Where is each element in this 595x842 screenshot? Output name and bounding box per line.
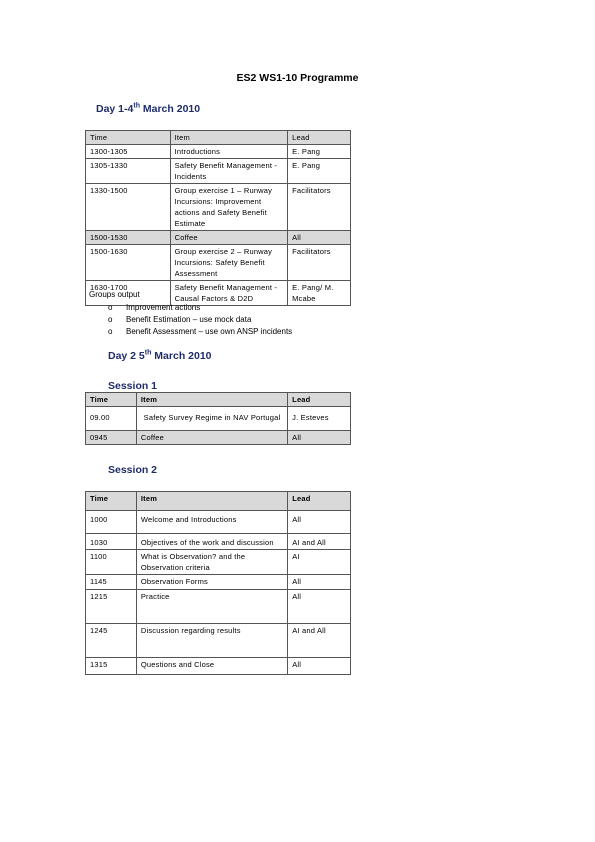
header-item: Item — [136, 492, 287, 511]
cell-time: 1030 — [86, 534, 137, 550]
cell-time: 1100 — [86, 550, 137, 575]
day2-heading-text: Day 2 5 — [108, 350, 145, 362]
table-header-row — [86, 131, 351, 145]
cell-time: 1315 — [86, 658, 137, 675]
cell-lead: All — [288, 590, 351, 624]
table-row — [86, 511, 351, 534]
table-row — [86, 145, 351, 159]
cell-time: 0945 — [86, 431, 137, 445]
header-item: Item — [170, 131, 288, 145]
cell-item: Group exercise 2 – Runway Incursions: Safety Benefit Assessment — [170, 245, 288, 281]
bullet-text: Improvement actions — [126, 303, 201, 312]
list-item — [108, 314, 292, 326]
header-time: Time — [86, 131, 171, 145]
table-row — [86, 575, 351, 590]
cell-time: 1000 — [86, 511, 137, 534]
table-row-coffee — [86, 231, 351, 245]
bullet-marker: o — [108, 327, 113, 336]
header-time: Time — [86, 492, 137, 511]
table-header-row — [86, 393, 351, 407]
groups-output-list — [108, 302, 292, 338]
cell-item: What is Observation? and the Observation criteria — [136, 550, 287, 575]
cell-item: Group exercise 1 – Runway Incursions: Improvement actions and Safety Benefit Estimate — [170, 184, 288, 231]
cell-time: 1145 — [86, 575, 137, 590]
bullet-marker: o — [108, 315, 113, 324]
cell-time: 1305-1330 — [86, 159, 171, 184]
cell-item: Objectives of the work and discussion — [136, 534, 287, 550]
list-item — [108, 326, 292, 338]
cell-lead: AI — [288, 550, 351, 575]
document-title: ES2 WS1-10 Programme — [236, 72, 359, 84]
cell-item: Questions and Close — [136, 658, 287, 675]
cell-time: 1500-1630 — [86, 245, 171, 281]
header-time: Time — [86, 393, 137, 407]
cell-lead: AI and All — [288, 624, 351, 658]
table-row — [86, 658, 351, 675]
table-row — [86, 550, 351, 575]
session2-table — [85, 491, 351, 675]
header-lead: Lead — [288, 131, 351, 145]
day2-heading — [108, 350, 212, 362]
day2-heading-sup: th — [144, 349, 152, 357]
header-lead: Lead — [288, 393, 351, 407]
day2-heading-date: March 2010 — [151, 350, 212, 362]
cell-item: Coffee — [170, 231, 288, 245]
cell-time: 1300-1305 — [86, 145, 171, 159]
day1-heading — [96, 103, 200, 115]
session2-heading: Session 2 — [108, 464, 158, 476]
cell-lead: All — [288, 431, 351, 445]
cell-lead: All — [288, 511, 351, 534]
table-row — [86, 159, 351, 184]
cell-item: Observation Forms — [136, 575, 287, 590]
cell-lead: E. Pang/ M. Mcabe — [288, 281, 351, 306]
cell-item: Safety Survey Regime in NAV Portugal — [136, 407, 287, 431]
day1-heading-sup: th — [133, 102, 140, 110]
cell-lead: Facilitators — [288, 184, 351, 231]
table-row — [86, 245, 351, 281]
cell-lead: E. Pang — [288, 159, 351, 184]
bullet-marker: o — [108, 303, 113, 312]
cell-time: 1245 — [86, 624, 137, 658]
day1-heading-text: Day 1-4 — [96, 103, 134, 115]
header-item: Item — [136, 393, 287, 407]
table-row — [86, 590, 351, 624]
day1-table — [85, 130, 351, 306]
cell-item: Safety Benefit Management - Causal Factors & D2D — [170, 281, 288, 306]
cell-item: Welcome and Introductions — [136, 511, 287, 534]
header-lead: Lead — [288, 492, 351, 511]
cell-item: Coffee — [136, 431, 287, 445]
table-row — [86, 184, 351, 231]
bullet-text: Benefit Estimation – use mock data — [126, 315, 252, 324]
session1-heading: Session 1 — [108, 380, 158, 392]
cell-item: Introductions — [170, 145, 288, 159]
list-item — [108, 302, 292, 314]
bullet-text: Benefit Assessment – use own ANSP incidents — [126, 327, 293, 336]
cell-lead: All — [288, 658, 351, 675]
cell-item: Practice — [136, 590, 287, 624]
session1-table — [85, 392, 351, 445]
cell-lead: E. Pang — [288, 145, 351, 159]
table-row — [86, 407, 351, 431]
cell-lead: AI and All — [288, 534, 351, 550]
cell-time: 1330-1500 — [86, 184, 171, 231]
groups-output-label: Groups output — [89, 290, 140, 299]
cell-lead: J. Esteves — [288, 407, 351, 431]
cell-lead: All — [288, 575, 351, 590]
cell-lead: Facilitators — [288, 245, 351, 281]
cell-time: 09.00 — [86, 407, 137, 431]
cell-lead: All — [288, 231, 351, 245]
table-row — [86, 624, 351, 658]
cell-time: 1215 — [86, 590, 137, 624]
table-header-row — [86, 492, 351, 511]
day1-heading-date: March 2010 — [139, 103, 201, 115]
cell-item: Discussion regarding results — [136, 624, 287, 658]
cell-time: 1500-1530 — [86, 231, 171, 245]
cell-time: 1630-1700 — [86, 281, 171, 306]
cell-item: Safety Benefit Management - Incidents — [170, 159, 288, 184]
table-row — [86, 534, 351, 550]
table-row-coffee — [86, 431, 351, 445]
